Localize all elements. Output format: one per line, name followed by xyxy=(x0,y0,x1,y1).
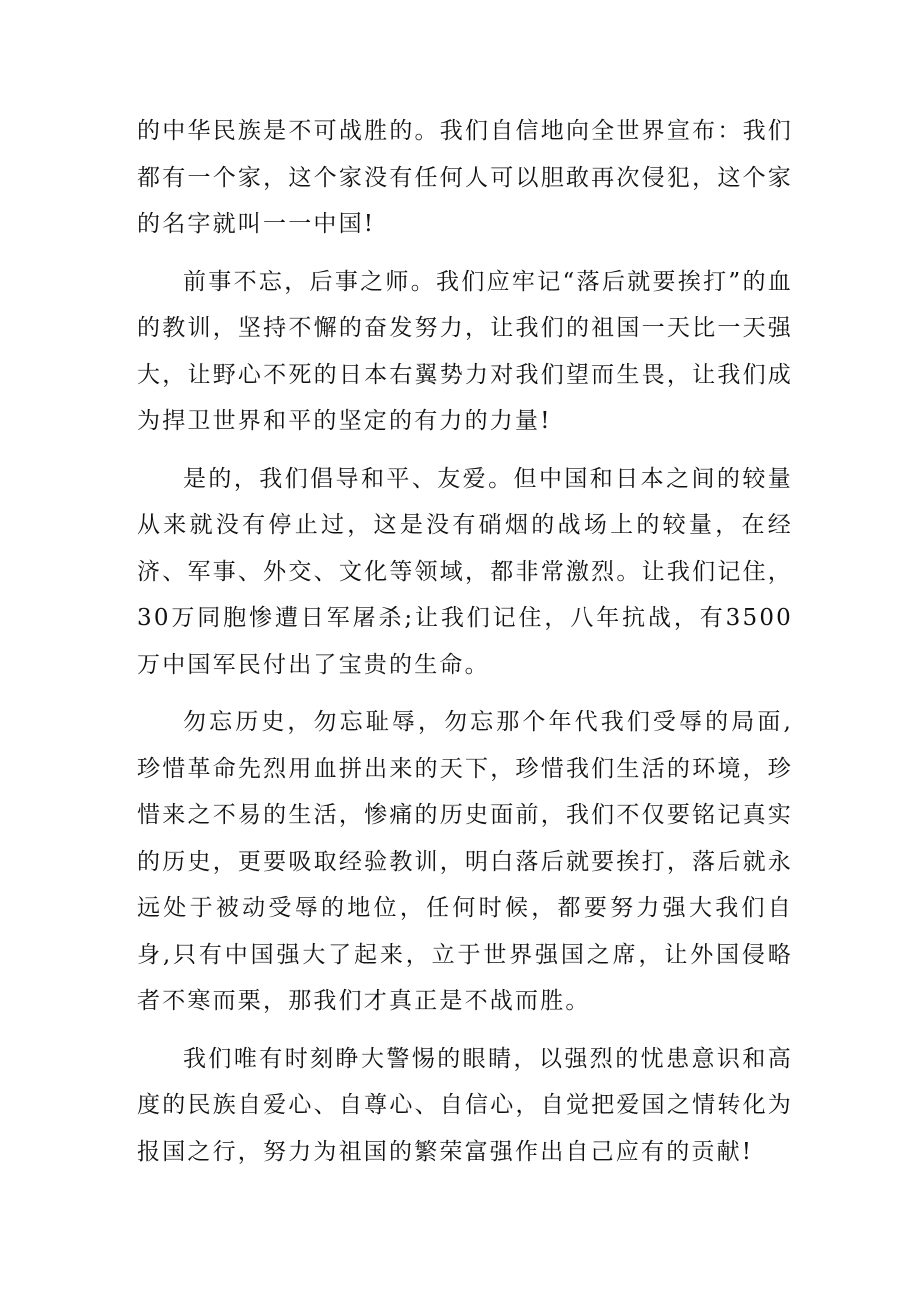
paragraph-5: 我们唯有时刻睁大警惕的眼睛，以强烈的忧患意识和高度的民族自爱心、自尊心、自信心，自觉把爱国之情转化为报国之行，努力为祖国的繁荣富强作出自己应有的贡献! xyxy=(137,1045,793,1165)
paragraph-1: 的中华民族是不可战胜的。我们自信地向全世界宣布：我们都有一个家，这个家没有任何人可以胆敢再次侵犯，这个家的名字就叫一一中国! xyxy=(137,118,793,237)
paragraph-2: 前事不忘，后事之师。我们应牢记“落后就要挨打”的血的教训，坚持不懈的奋发努力，让我们的祖国一天比一天强大，让野心不死的日本右翼势力对我们望而生畏，让我们成为捍卫世界和平的坚定的有力的力量! xyxy=(137,268,793,434)
paragraph-3: 是的，我们倡导和平、友爱。但中国和日本之间的较量从来就没有停止过，这是没有硝烟的战场上的较量，在经济、军事、外交、文化等领域，都非常激烈。让我们记住，30万同胞惨遭日军屠杀;让我们记住，八年抗战，有3500万中国军民付出了宝贵的生命。 xyxy=(137,465,793,678)
document-body xyxy=(137,108,793,1175)
paragraph-4: 勿忘历史，勿忘耻辱，勿忘那个年代我们受辱的局面,珍惜革命先烈用血拼出来的天下，珍惜我们生活的环境，珍惜来之不易的生活，惨痛的历史面前，我们不仅要铭记真实的历史，更要吸取经验教训，明白落后就要挨打，落后就永远处于被动受辱的地位，任何时候，都要努力强大我们自身,只有中国强大了起来，立于世界强国之席，让外国侵略者不寒而栗，那我们才真正是不战而胜。 xyxy=(137,709,793,1014)
